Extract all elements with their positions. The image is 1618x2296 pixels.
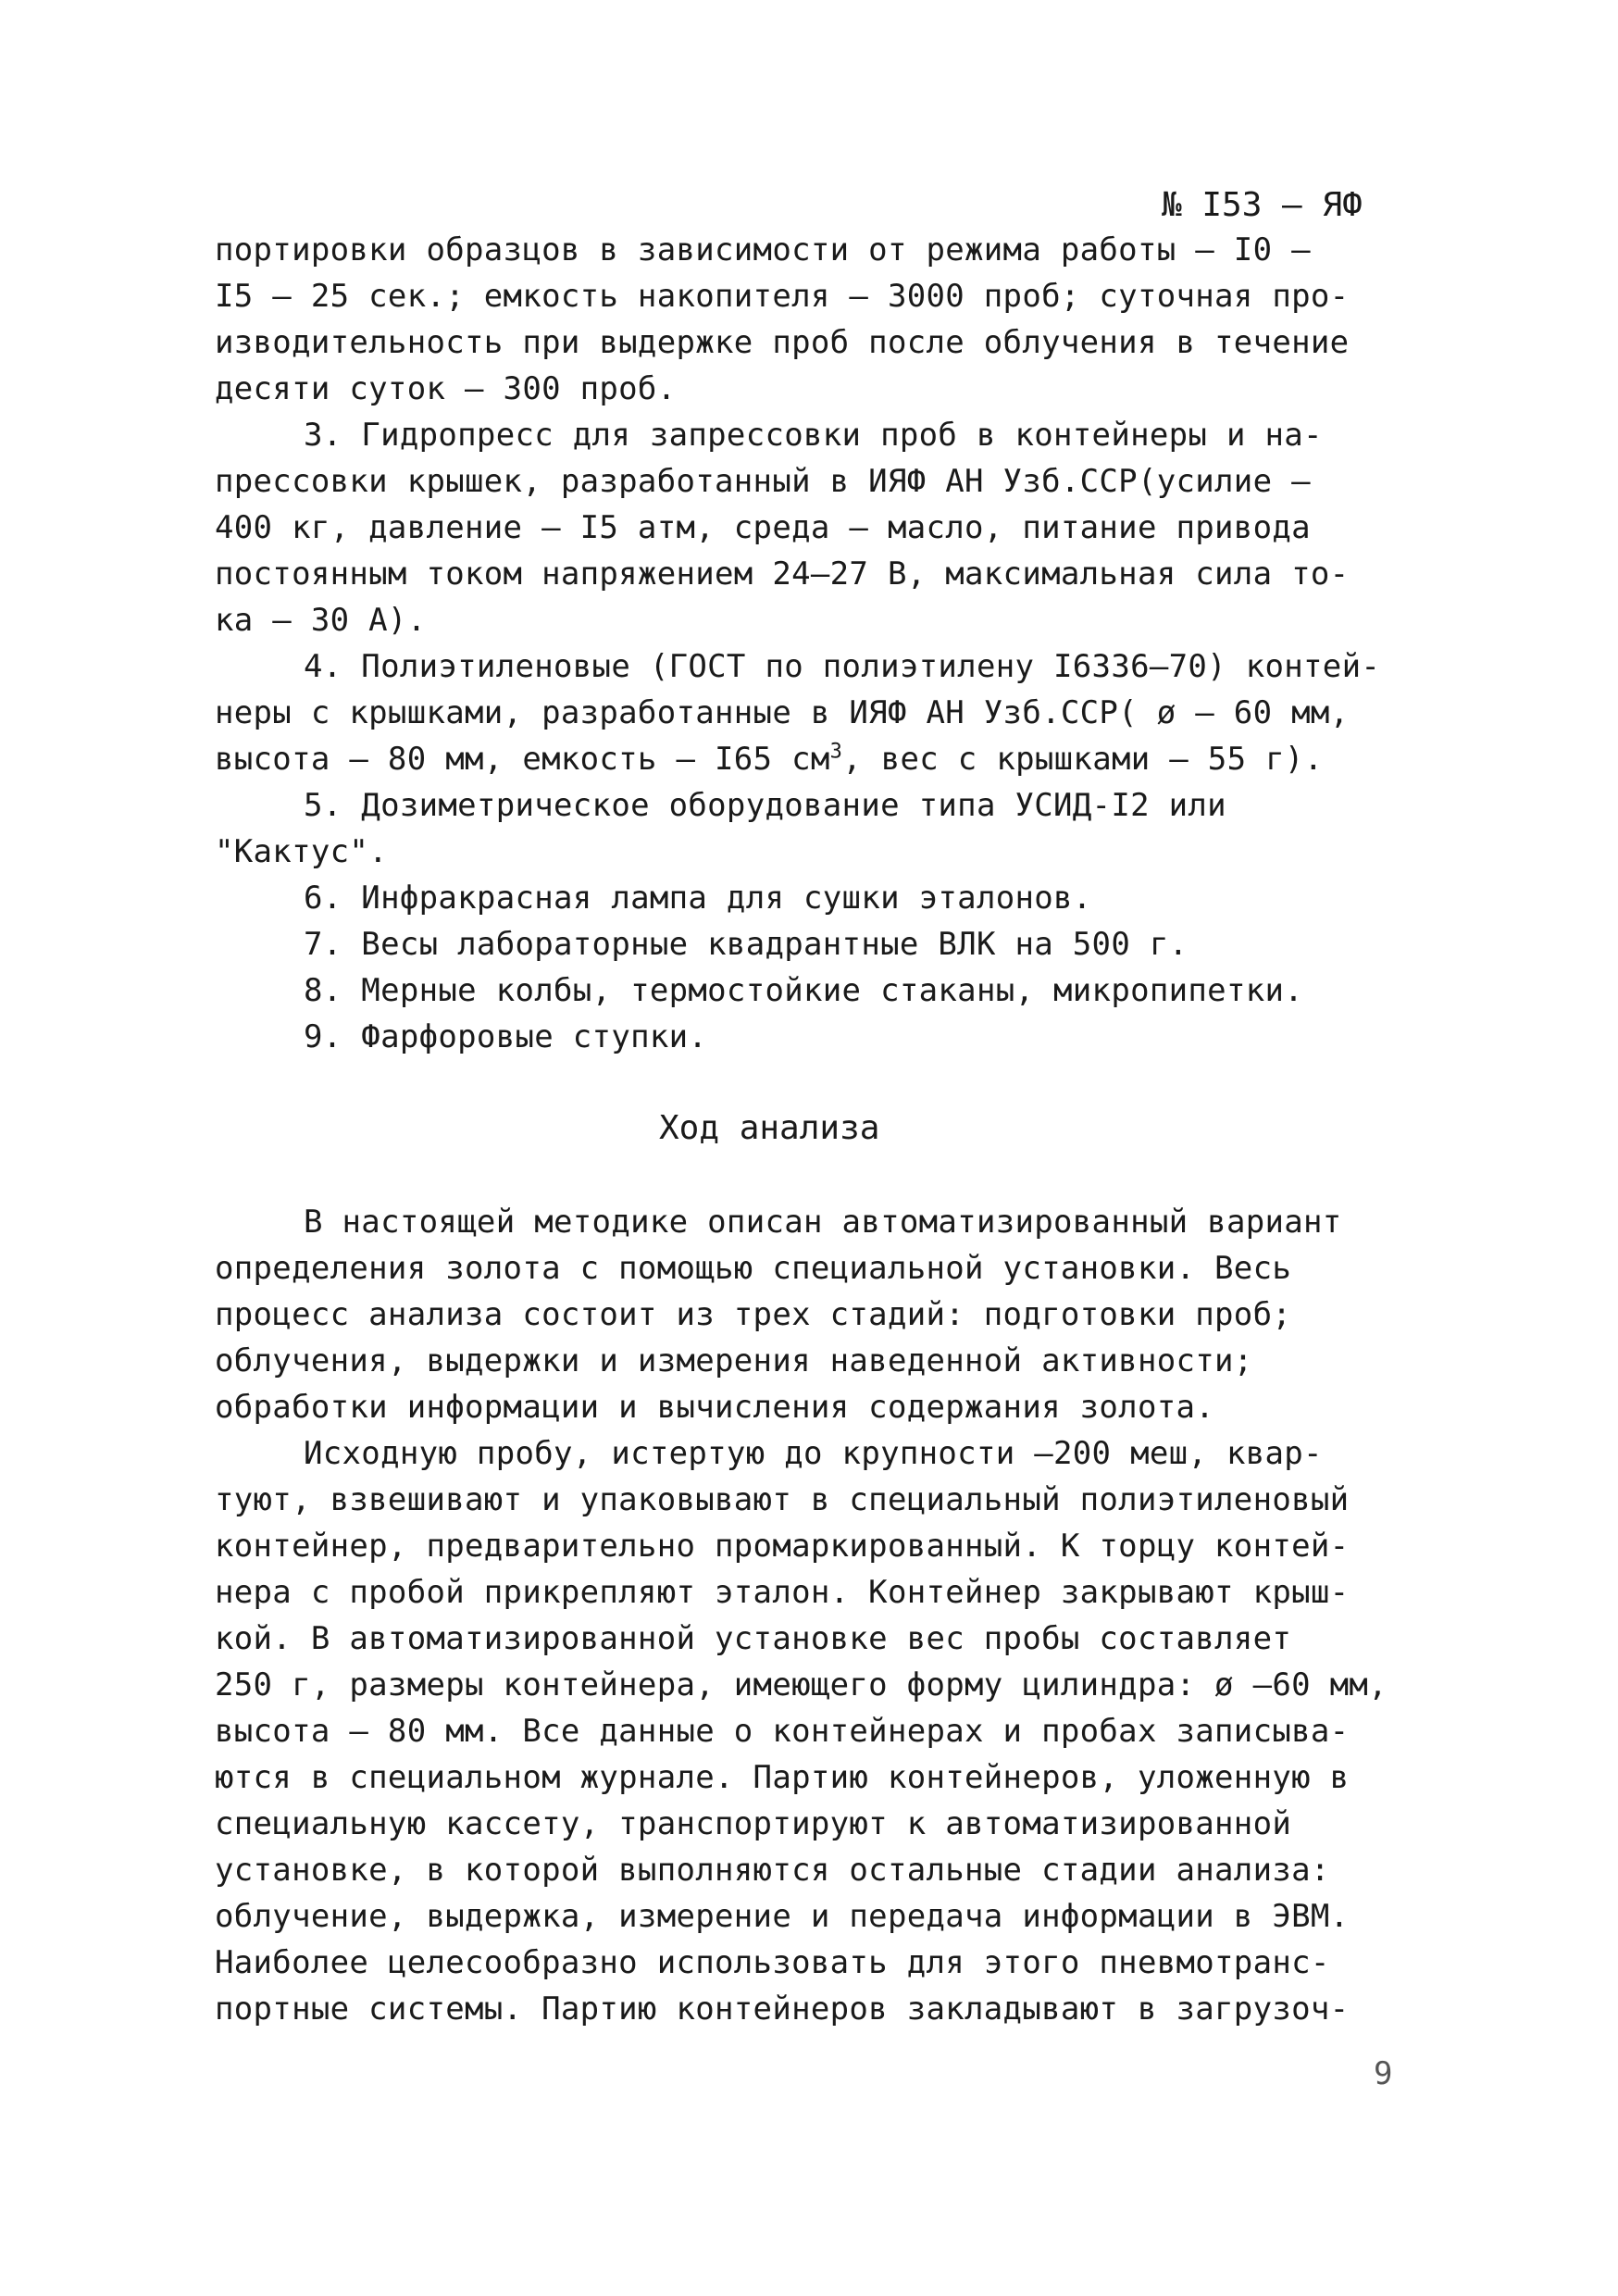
text-line: прессовки крышек, разработанный в ИЯФ АН Узб.ССР(усилие – <box>215 463 1311 500</box>
text-line: постоянным током напряжением 24–27 В, максимальная сила то- <box>215 555 1350 593</box>
paragraph-line: высота – 80 мм. Все данные о контейнерах и пробах записыва- <box>215 1713 1350 1750</box>
text-line: I5 – 25 сек.; емкость накопителя – 3000 проб; суточная про- <box>215 278 1350 315</box>
document-number: № I53 – ЯФ <box>1162 186 1363 224</box>
page-number: 9 <box>1374 2055 1393 2092</box>
paragraph-line: обработки информации и вычисления содержания золота. <box>215 1389 1215 1426</box>
text-line: десяти суток – 300 проб. <box>215 370 677 407</box>
text-line: ка – 30 А). <box>215 602 427 639</box>
paragraph-line: В настоящей методике описан автоматизированный вариант <box>304 1204 1342 1241</box>
paragraph-line: туют, взвешивают и упаковывают в специальный полиэтиленовый <box>215 1481 1350 1518</box>
list-item-7: 7. Весы лабораторные квадрантные ВЛК на 500 г. <box>304 926 1189 963</box>
section-heading: Ход анализа <box>659 1109 880 1147</box>
paragraph-line: контейнер, предварительно промаркированный. К торцу контей- <box>215 1528 1350 1565</box>
text-line: портировки образцов в зависимости от режима работы – I0 – <box>215 231 1311 268</box>
paragraph-line: процесс анализа состоит из трех стадий: подготовки проб; <box>215 1296 1292 1333</box>
paragraph-line: Исходную пробу, истертую до крупности –200 меш, квар- <box>304 1435 1323 1472</box>
list-item-3: 3. Гидропресс для запрессовки проб в контейнеры и на- <box>304 417 1323 454</box>
paragraph-line: специальную кассету, транспортируют к автоматизированной <box>215 1805 1292 1842</box>
paragraph-line: Наиболее целесообразно использовать для этого пневмотранс- <box>215 1944 1330 1981</box>
list-item-4: 4. Полиэтиленовые (ГОСТ по полиэтилену I6336–70) контей- <box>304 648 1381 685</box>
list-item-5: 5. Дозиметрическое оборудование типа УСИД-I2 или <box>304 787 1226 824</box>
superscript: 3 <box>829 740 843 764</box>
list-item-8: 8. Мерные колбы, термостойкие стаканы, микропипетки. <box>304 972 1304 1009</box>
paragraph-line: кой. В автоматизированной установке вес пробы составляет <box>215 1620 1292 1657</box>
paragraph-line: установке, в которой выполняются остальные стадии анализа: <box>215 1852 1330 1889</box>
paragraph-line: ются в специальном журнале. Партию контейнеров, уложенную в <box>215 1759 1350 1796</box>
text-line: "Кактус". <box>215 833 388 870</box>
text-line: неры с крышками, разработанные в ИЯФ АН Узб.ССР( ø – 60 мм, <box>215 694 1350 731</box>
paragraph-line: определения золота с помощью специальной установки. Весь <box>215 1250 1292 1287</box>
paragraph-line: 250 г, размеры контейнера, имеющего форму цилиндра: ø –60 мм, <box>215 1666 1388 1703</box>
paragraph-line: нера с пробой прикрепляют эталон. Контейнер закрывают крыш- <box>215 1574 1350 1611</box>
list-item-9: 9. Фарфоровые ступки. <box>304 1018 708 1055</box>
text-line: 400 кг, давление – I5 атм, среда – масло, питание привода <box>215 509 1311 546</box>
list-item-6: 6. Инфракрасная лампа для сушки эталонов. <box>304 880 1092 917</box>
text-fragment: высота – 80 мм, емкость – I65 см <box>215 741 830 778</box>
paragraph-line: облучения, выдержки и измерения наведенной активности; <box>215 1342 1253 1379</box>
text-fragment: , вес с крышками – 55 г). <box>842 741 1324 778</box>
text-line: изводительность при выдержке проб после облучения в течение <box>215 324 1350 361</box>
paragraph-line: портные системы. Партию контейнеров закладывают в загрузоч- <box>215 1990 1350 2028</box>
text-line <box>215 741 1323 778</box>
paragraph-line: облучение, выдержка, измерение и передача информации в ЭВМ. <box>215 1898 1350 1935</box>
